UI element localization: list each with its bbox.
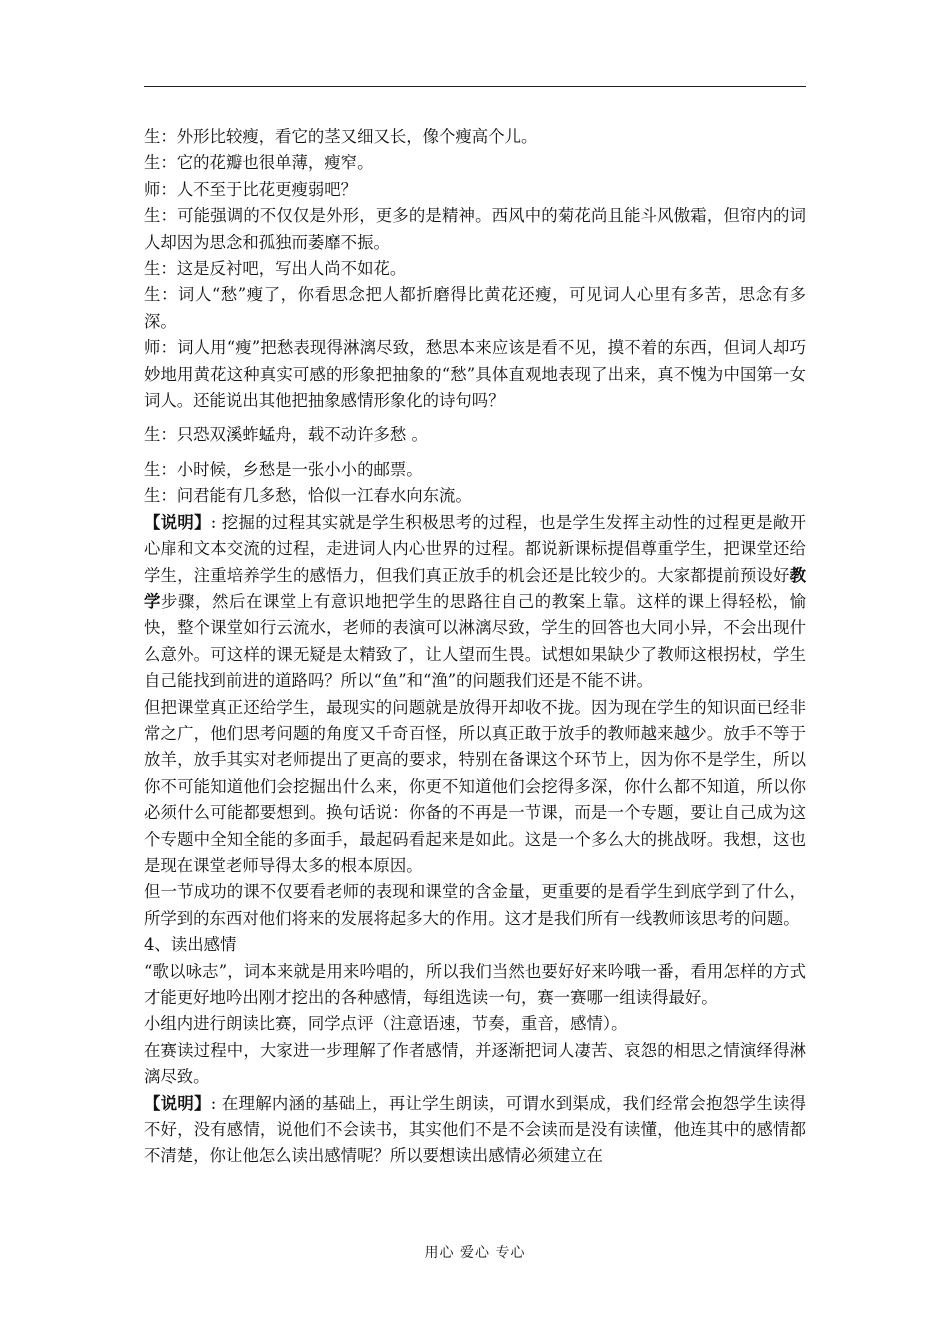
page-footer: 用心 爱心 专心: [424, 1245, 526, 1261]
section-heading: 4、读出感情: [144, 935, 237, 955]
paragraph: 在赛读过程中，大家进一步理解了作者感情，并逐渐把词人凄苦、哀怨的相思之情演绎得淋漓尽致。: [144, 1040, 806, 1087]
paragraph: 小组内进行朗读比赛，同学点评（注意语速，节奏，重音，感情）。: [144, 1014, 628, 1034]
paragraph: 生：这是反衬吧，写出人尚不如花。: [144, 259, 407, 279]
note-text: : 挖掘的过程其实就是学生积极思考的过程，也是学生发挥主动性的过程更是敞开心扉和文本交流的过程，走进词人内心世界的过程。都说新课标提倡尊重学生，把课堂还给学生，注重培养学生的感悟力，但我们真正放手的机会还是比较少的。大家都提前预设好: [144, 512, 806, 585]
note-paragraph: [144, 1091, 806, 1170]
paragraph: 但一节成功的课不仅要看老师的表现和课堂的含金量，更重要的是看学生到底学到了什么，所学到的东西对他们将来的发展将起多大的作用。这才是我们所有一线教师该思考的问题。: [144, 882, 806, 928]
paragraph: 师：词人用“瘦”把愁表现得淋漓尽致，愁思本来应该是看不见，摸不着的东西，但词人却巧妙地用黄花这种真实可感的形象把抽象的“愁”具体直观地表现了出来，真不愧为中国第一女词人。还能说出其他把抽象感情形象化的诗句吗？: [144, 338, 806, 411]
paragraph: 但把课堂真正还给学生，最现实的问题就是放得开却收不拢。因为现在学生的知识面已经非常之广，他们思考问题的角度又千奇百怪，所以真正敢于放手的教师越来越少。放手不等于放羊，放手其实对老师提出了更高的要求，特别在备课这个环节上，因为你不是学生，所以你不可能知道他们会挖掘出什么来，你更不知道他们会挖得多深，你什么都不知道，所以你必须什么可能都要想到。换句话说：你备的不再是一节课，而是一个专题，要让自己成为这个专题中全知全能的多面手，最起码看起来是如此。这是一个多么大的挑战呀。我想，这也是现在课堂老师导得太多的根本原因。: [144, 697, 806, 875]
note-bold-word: 教学: [144, 565, 806, 611]
paragraph: 生：只恐双溪蚱蜢舟，载不动许多愁 。: [144, 425, 428, 445]
paragraph: 生：问君能有几多愁，恰似一江春水向东流。: [144, 486, 472, 506]
note-label: 【说明】: [144, 1093, 211, 1113]
paragraph: 生：小时候，乡愁是一张小小的邮票。: [144, 459, 423, 479]
note-text: 步骤，然后在课堂上有意识地把学生的思路往自己的教案上靠。这样的课上得轻松，愉快，整个课堂如行云流水，老师的表演可以淋漓尽致，学生的回答也大同小异，不会出现什么意外。可这样的课无疑是太精致了，让人望而生畏。试想如果缺少了教师这根拐杖，学生自己能找到前进的道路吗？所以“鱼”和“渔”的问题我们还是不能不讲。: [144, 591, 807, 691]
header-rule: [144, 86, 806, 87]
note-paragraph: [144, 510, 806, 695]
note-label: 【说明】: [144, 512, 211, 532]
document-body: [144, 124, 806, 1170]
paragraph: 生：词人“愁”瘦了，你看思念把人都折磨得比黄花还瘦，可见词人心里有多苦，思念有多深。: [144, 285, 806, 331]
paragraph: 生：外形比较瘦，看它的茎又细又长，像个瘦高个儿。: [144, 127, 538, 146]
paragraph: 生：可能强调的不仅仅是外形，更多的是精神。西风中的菊花尚且能斗风傲霜，但帘内的词人却因为思念和孤独而萎靡不振。: [144, 206, 806, 252]
paragraph: “歌以咏志”，词本来就是用来吟唱的，所以我们当然也要好好来吟哦一番，看用怎样的方式才能更好地吟出刚才挖出的各种感情，每组选读一句，赛一赛哪一组读得最好。: [144, 961, 806, 1007]
note-text: : 在理解内涵的基础上，再让学生朗读，可谓水到渠成，我们经常会抱怨学生读得不好，没有感情，说他们不会读书，其实他们不是不会读而是没有读懂，他连其中的感情都不清楚，你让他怎么读出感情呢？所以要想读出感情必须建立在: [144, 1093, 806, 1166]
paragraph: 生：它的花瓣也很单薄，瘦窄。: [144, 153, 374, 173]
paragraph: 师：人不至于比花更瘦弱吧？: [144, 179, 358, 199]
